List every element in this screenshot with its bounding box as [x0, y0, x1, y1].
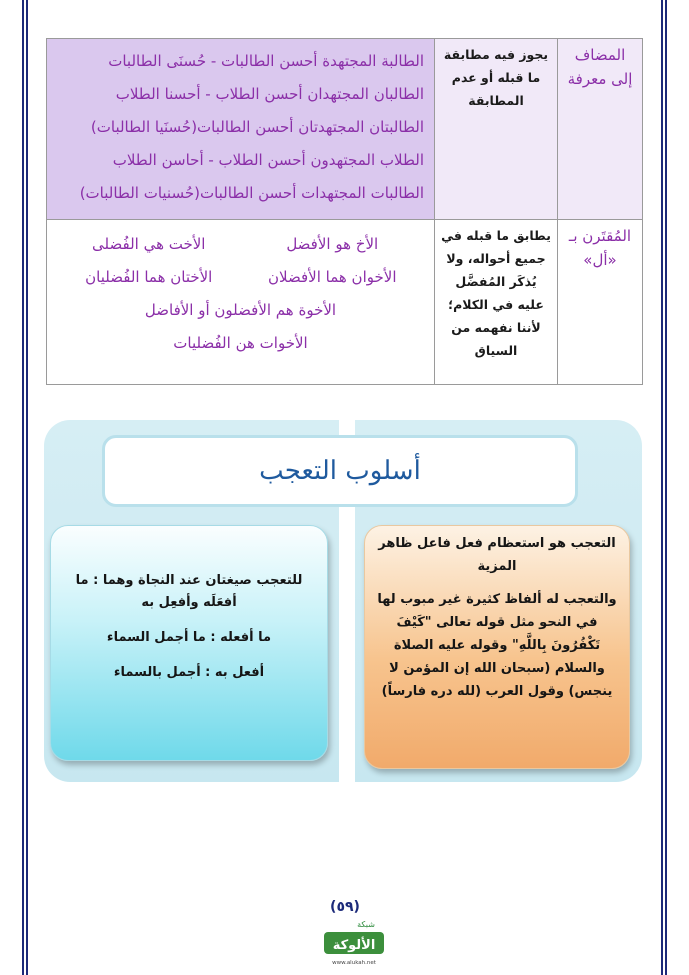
row-examples: [47, 39, 435, 220]
forms-box: [50, 525, 328, 761]
example-line: الأخوات هن الفُضليات: [173, 334, 308, 352]
example-line: الطالبتان المجتهدتان أحسن الطالبات(حُسنَيا الطالبات): [90, 118, 424, 136]
logo-url-text: www.alukah.net: [332, 960, 376, 966]
example-line: الطالبة المجتهدة أحسن الطالبات - حُسنَى الطالبات: [108, 52, 424, 70]
example-line: الأخ هو الأفضل: [286, 235, 379, 253]
row-rule: يطابق ما قبله في جميع أحواله، ولا يُذكَر المُفضَّل عليه في الكلام؛ لأننا نفهمه من السياق: [435, 220, 558, 385]
forms-intro: للتعجب صيغتان عند النجاة وهما : ما أفعَلَه وأفعِل به: [75, 573, 303, 610]
definition-line: والتعجب له ألفاظ كثيرة غير مبوب لها في النحو مثل قوله تعالى "كَيْفَ تَكْفُرُونَ بِاللَّهِ" وقوله عليه الصلاة والسلام (سبحان الله إن المؤمن لا ينجس) وقول العرب (لله دره فارساً): [377, 592, 617, 699]
row-examples: [47, 220, 435, 385]
forms-example: أفعل به : أجمل بالسماء: [113, 665, 265, 680]
example-line: الطالبان المجتهدان أحسن الطلاب - أحسنا الطلاب: [115, 85, 424, 103]
forms-example: ما أفعله : ما أجمل السماء: [106, 630, 272, 645]
page-number: (٥٩): [330, 899, 360, 915]
example-line: الطلاب المجتهدون أحسن الطلاب - أحاسن الطلاب: [112, 151, 424, 169]
definition-line: التعجب هو استعظام فعل فاعل ظاهر المزية: [378, 536, 616, 574]
example-line: الأخت هي الفُضلى: [92, 235, 206, 253]
row-head: المضاف إلى معرفة: [558, 39, 643, 220]
logo-main-text: الألوكة: [332, 938, 376, 953]
table-row: [47, 220, 643, 385]
alukah-logo: [322, 918, 386, 970]
definition-box: [364, 525, 630, 769]
section-title: أسلوب التعجب: [259, 456, 421, 486]
row-head: المُقتَرن بـ «أل»: [558, 220, 643, 385]
row-rule: يجوز فيه مطابقة ما قبله أو عدم المطابقة: [435, 39, 558, 220]
superlative-table: [46, 38, 643, 385]
example-line: الأختان هما الفُضليان: [85, 268, 213, 286]
table-row: [47, 39, 643, 220]
logo-top-text: شبكة: [357, 920, 375, 929]
section-title-box: [102, 435, 578, 507]
example-line: الطالبات المجتهدات أحسن الطالبات(حُسنيات الطالبات): [79, 184, 424, 202]
example-line: الأخوة هم الأفضلون أو الأفاضل: [144, 301, 337, 319]
example-line: الأخوان هما الأفضلان: [268, 268, 397, 286]
